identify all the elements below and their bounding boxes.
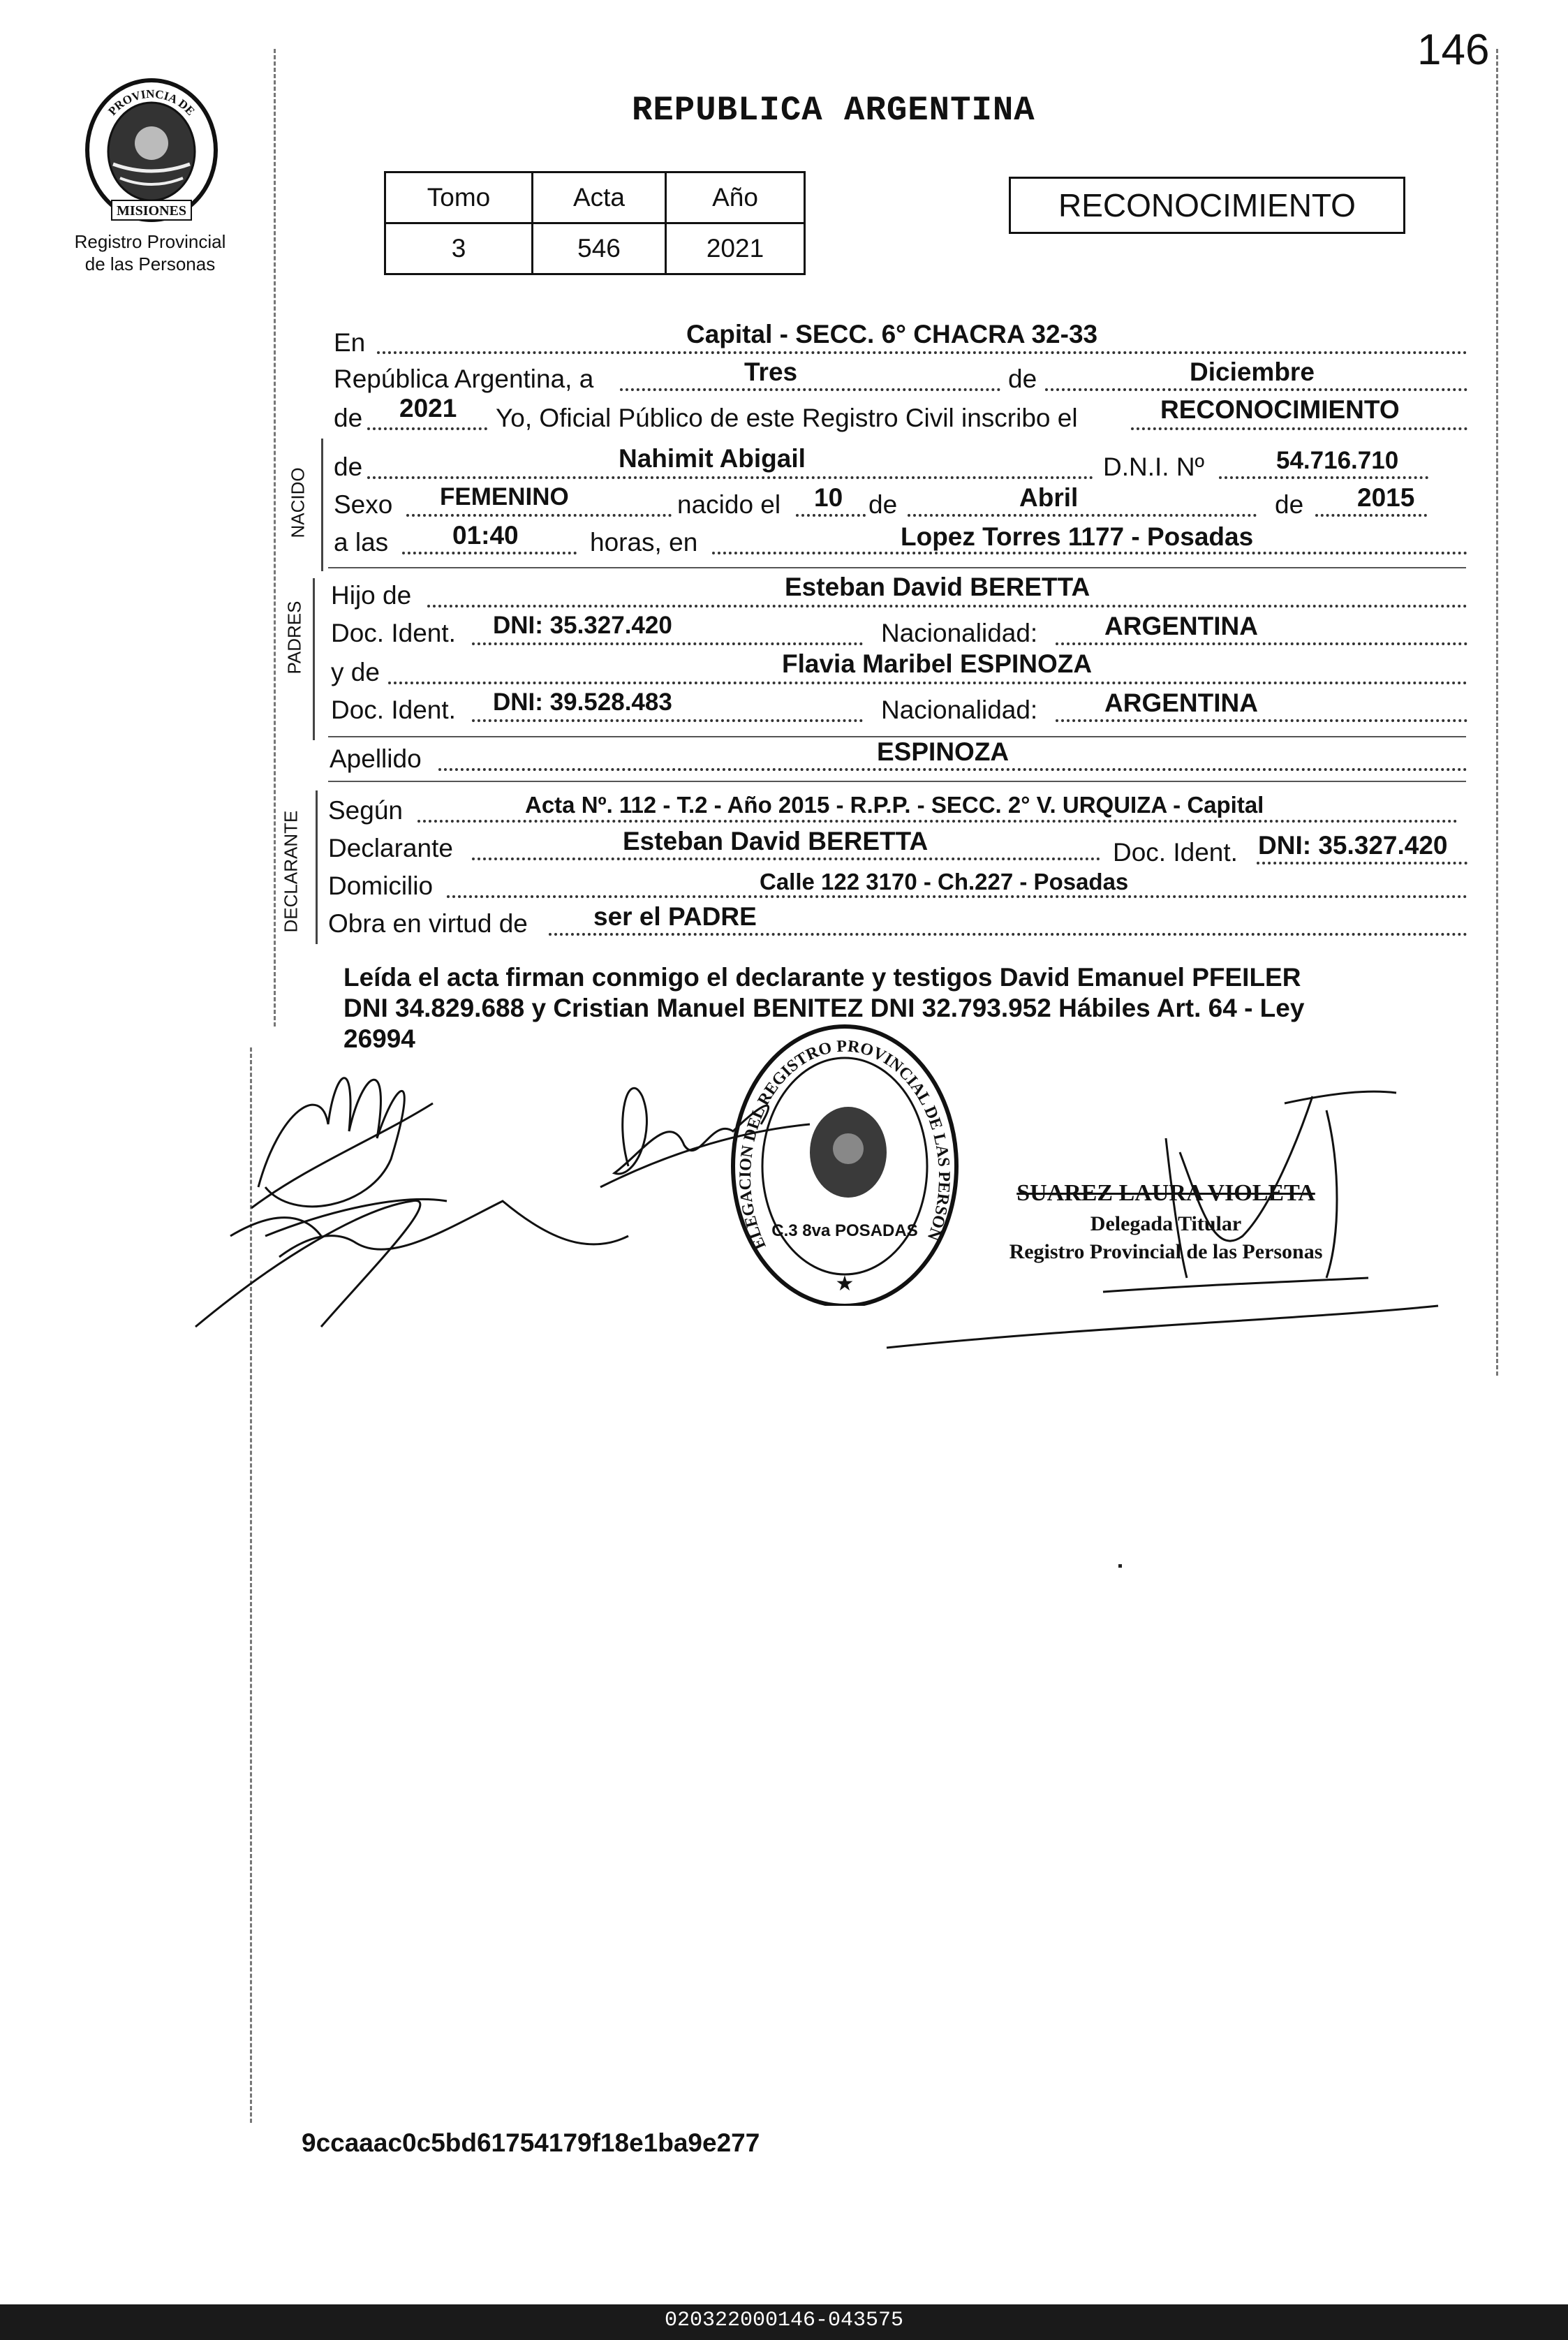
act-table-value-row [385, 223, 805, 274]
dotted-line [1131, 427, 1467, 430]
registry-label-line1: Registro Provincial [74, 231, 226, 252]
birth-year: 2015 [1357, 483, 1415, 512]
act-table-header-row [385, 172, 805, 223]
republica-label: República Argentina, a [334, 365, 594, 393]
section-separator [328, 567, 1466, 568]
nacionalidad-label: Nacionalidad: [881, 619, 1038, 647]
dotted-line [406, 514, 672, 517]
de-label: de [1275, 490, 1304, 519]
doc-ident-label: Doc. Ident. [331, 619, 456, 647]
de-label: de [334, 452, 363, 481]
hijo-de-label: Hijo de [331, 581, 412, 610]
dotted-line [796, 514, 866, 517]
dotted-line [472, 642, 863, 645]
de-label: de [868, 490, 898, 519]
closing-line-1: Leída el acta firman conmigo el declarante y testigos David Emanuel PFEILER [343, 963, 1301, 992]
child-dni: 54.716.710 [1276, 447, 1399, 474]
official-role: Delegada Titular [1090, 1212, 1242, 1235]
official-name: SUAREZ LAURA VIOLETA [1016, 1180, 1315, 1206]
doc-ident-label: Doc. Ident. [331, 696, 456, 724]
official-stamp [726, 1013, 963, 1306]
dotted-line [549, 933, 1467, 936]
month-value: Diciembre [1190, 358, 1315, 386]
sexo-label: Sexo [334, 490, 393, 519]
dotted-line [388, 682, 1467, 684]
stamp-ring-text: ELEGACION DEL REGISTRO PROVINCIAL DE LAS PERSON [736, 1037, 954, 1253]
page-number: 146 [1417, 26, 1490, 74]
section-separator [328, 781, 1466, 782]
a-las-label: a las [334, 528, 389, 557]
year-value: 2021 [399, 394, 457, 422]
left-margin-line [274, 49, 276, 1026]
closing-line-3: 26994 [343, 1024, 415, 1053]
stamp-star-icon: ★ [835, 1272, 855, 1295]
nacido-el-label: nacido el [677, 490, 781, 519]
official-office: Registro Provincial de las Personas [1009, 1240, 1323, 1263]
dotted-line [1056, 642, 1467, 645]
province-seal [78, 73, 225, 227]
nacido-bracket [321, 439, 323, 571]
stray-dot [1118, 1564, 1122, 1568]
de-label: de [1008, 365, 1037, 393]
dotted-line [377, 351, 1467, 354]
dotted-line [472, 719, 863, 722]
child-name: Nahimit Abigail [619, 444, 806, 473]
act-registered-value: RECONOCIMIENTO [1160, 395, 1400, 424]
domicilio-value: Calle 122 3170 - Ch.227 - Posadas [760, 869, 1129, 895]
act-table-header-tomo: Tomo [385, 172, 533, 223]
oficial-text: Yo, Oficial Público de este Registro Civil inscribo el [496, 404, 1078, 432]
act-table-acta: 546 [533, 223, 666, 274]
declarante-bracket [316, 790, 318, 944]
dotted-line [712, 552, 1467, 554]
birth-time: 01:40 [452, 521, 519, 550]
horas-label: horas, en [590, 528, 698, 557]
declarante-name: Esteban David BERETTA [623, 827, 929, 855]
declarante-section-label: DECLARANTE [280, 810, 302, 933]
dotted-line [417, 820, 1458, 823]
stamp-inner-text: C.3 8va POSADAS [771, 1221, 918, 1240]
dotted-line [447, 895, 1467, 898]
birth-month: Abril [1019, 483, 1079, 512]
act-type-box: RECONOCIMIENTO [1009, 177, 1405, 234]
dotted-line [367, 476, 1093, 479]
dotted-line [1045, 388, 1467, 391]
segun-value: Acta Nº. 112 - T.2 - Año 2015 - R.P.P. - SECC. 2° V. URQUIZA - Capital [525, 792, 1264, 818]
de-label: de [334, 404, 363, 432]
act-table-header-ano: Año [666, 172, 805, 223]
mother-doc: DNI: 39.528.483 [493, 689, 672, 716]
y-de-label: y de [331, 658, 380, 686]
domicilio-label: Domicilio [328, 871, 434, 900]
birth-place: Lopez Torres 1177 - Posadas [901, 522, 1254, 551]
act-table [384, 171, 806, 275]
father-doc: DNI: 35.327.420 [493, 612, 672, 639]
dotted-line [472, 858, 1100, 860]
dotted-line [1056, 719, 1467, 722]
dotted-line [620, 388, 1000, 391]
declarante-label: Declarante [328, 834, 453, 862]
en-label: En [334, 328, 366, 357]
document-title: REPUBLICA ARGENTINA [632, 91, 1035, 130]
nacionalidad-label: Nacionalidad: [881, 696, 1038, 724]
act-table-header-acta: Acta [533, 172, 666, 223]
dotted-line [908, 514, 1257, 517]
segun-label: Según [328, 796, 403, 825]
padres-section-label: PADRES [283, 601, 305, 675]
obra-value: ser el PADRE [593, 902, 757, 931]
doc-ident-label: Doc. Ident. [1113, 838, 1238, 867]
registry-label [49, 230, 251, 275]
obra-label: Obra en virtud de [328, 909, 528, 938]
seal-text-bottom: MISIONES [116, 203, 187, 219]
dotted-line [1257, 862, 1467, 864]
mother-nationality: ARGENTINA [1104, 689, 1258, 717]
nacido-section-label: NACIDO [287, 467, 309, 538]
place-value: Capital - SECC. 6° CHACRA 32-33 [686, 320, 1098, 348]
right-margin-line [1496, 49, 1498, 1376]
father-name: Esteban David BERETTA [785, 573, 1090, 601]
dotted-line [367, 427, 487, 430]
dotted-line [1315, 514, 1427, 517]
act-table-tomo: 3 [385, 223, 533, 274]
closing-line-2: DNI 34.829.688 y Cristian Manuel BENITEZ DNI 32.793.952 Hábiles Art. 64 - Ley [343, 994, 1305, 1022]
act-table-ano: 2021 [666, 223, 805, 274]
dotted-line [427, 605, 1467, 608]
mother-name: Flavia Maribel ESPINOZA [782, 649, 1093, 678]
footer-code: 020322000146-043575 [664, 2309, 904, 2332]
sexo-value: FEMENINO [440, 483, 569, 510]
seal-text-top: PROVINCIA DE [105, 87, 198, 118]
dotted-line [438, 768, 1467, 771]
document-hash: 9ccaaac0c5bd61754179f18e1ba9e277 [302, 2128, 760, 2157]
birth-day: 10 [814, 483, 843, 512]
father-nationality: ARGENTINA [1104, 612, 1258, 640]
day-value: Tres [744, 358, 798, 386]
declarante-doc: DNI: 35.327.420 [1258, 831, 1448, 860]
dotted-line [402, 552, 577, 554]
dni-label: D.N.I. Nº [1103, 452, 1205, 481]
registry-label-line2: de las Personas [84, 253, 216, 274]
official-block [998, 1180, 1333, 1264]
padres-bracket [313, 578, 315, 740]
dotted-line [1219, 476, 1428, 479]
apellido-label: Apellido [330, 744, 422, 773]
apellido-value: ESPINOZA [877, 737, 1009, 766]
